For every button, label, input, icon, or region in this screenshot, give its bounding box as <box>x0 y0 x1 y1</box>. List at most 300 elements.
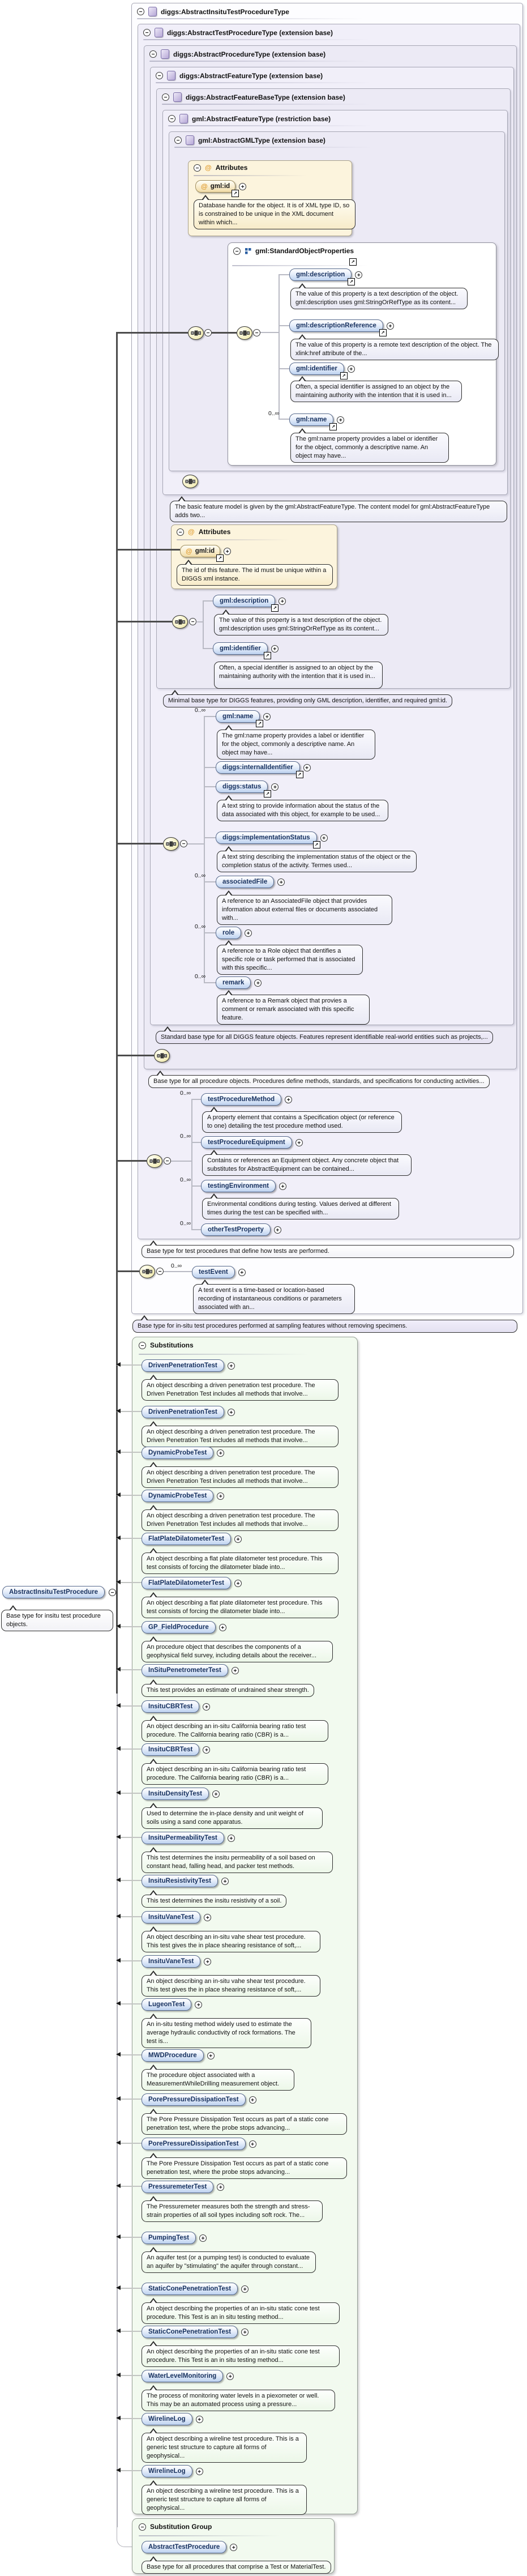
connector-line <box>117 2288 142 2289</box>
cardinality-label: 0..∞ <box>180 1133 191 1140</box>
sequence-icon <box>237 326 252 340</box>
expand-icon[interactable]: + <box>241 2328 248 2336</box>
element-pill[interactable]: gml:identifier ↗ <box>213 642 268 655</box>
expand-icon[interactable]: + <box>212 1790 220 1798</box>
element-pill[interactable]: FlatPlateDilatometerTest <box>142 1577 231 1589</box>
connector-line <box>117 1793 142 1794</box>
complex-type-icon <box>179 114 188 123</box>
tooltip: Base type for all procedures that comprise a Test or MaterialTest. <box>142 2561 331 2574</box>
substitution-group-item <box>142 2541 331 2574</box>
connector-line <box>117 2003 142 2004</box>
element-pill[interactable]: PumpingTest <box>142 2232 196 2244</box>
expand-icon[interactable]: + <box>279 598 286 605</box>
tooltip: Often, a special identifier is assigned to an object by the maintaining authority with the intention that it is used in... <box>214 662 383 689</box>
tooltip: An object describing a wireline test procedure. This is a generic test structure to capture all forms of geophysical... <box>142 2485 307 2515</box>
collapse-icon[interactable]: − <box>139 1342 146 1349</box>
connector-line <box>117 1626 142 1627</box>
element-pill[interactable]: DrivenPenetrationTest <box>142 1359 224 1372</box>
expand-icon[interactable]: + <box>204 1914 211 1921</box>
note-gml-abstract-feature-type: The basic feature model is given by the gml:AbstractFeatureType. The content model for gml:AbstractFeatureType adds two... <box>170 501 507 522</box>
connector-line <box>117 2331 142 2332</box>
group-title: gml:StandardObjectProperties <box>255 247 354 255</box>
sequence-icon <box>139 1265 155 1278</box>
connector-line <box>117 1452 142 1453</box>
cardinality-label: 0..∞ <box>268 410 280 417</box>
collapse-icon[interactable]: − <box>177 528 184 536</box>
goto-definition-icon[interactable]: ↗ <box>216 555 224 562</box>
element-pill[interactable]: testProcedureEquipment <box>201 1136 292 1149</box>
expand-icon[interactable]: + <box>277 878 285 886</box>
substitution-item <box>142 1621 333 1662</box>
connector-line <box>117 1748 142 1750</box>
tooltip: The procedure object associated with a MeasurementWhileDrilling measurement object. <box>142 2069 294 2091</box>
element-pill[interactable]: remark <box>216 976 251 989</box>
expand-icon[interactable]: + <box>245 929 252 937</box>
connector-line <box>117 1880 142 1881</box>
tooltip: An object describing a wireline test procedure. This is a generic test structure to capture all forms of geophysical... <box>142 2433 307 2463</box>
tooltip: The Pressuremeter measures both the strength and stress-strain properties of all soil types including soft rock. The... <box>142 2200 323 2222</box>
attributes-label: Attributes <box>198 528 231 536</box>
expand-icon[interactable]: + <box>238 1269 246 1276</box>
connector-line <box>117 2054 142 2055</box>
element-pill[interactable]: testingEnvironment <box>201 1180 276 1192</box>
element-pill[interactable]: InsituPermeabilityTest <box>142 1832 224 1844</box>
type-title: diggs:AbstractFeatureType (extension base) <box>179 71 323 80</box>
element-pill[interactable]: WirelineLog <box>142 2465 192 2477</box>
element-pill[interactable]: diggs:internalIdentifier ↗ <box>216 761 300 774</box>
element-pill[interactable]: associatedFile <box>216 876 274 888</box>
expand-icon[interactable]: + <box>239 183 246 190</box>
connector-line <box>117 2186 142 2187</box>
goto-definition-icon[interactable]: ↗ <box>232 190 239 197</box>
element-pill[interactable]: InSituPenetrometerTest <box>142 1664 228 1677</box>
tooltip: A reference to a Role object that dentifies a specific role or task performed that is associated with this specific... <box>217 945 363 975</box>
element-pill[interactable]: PorePressureDissipationTest <box>142 2093 246 2106</box>
substitution-item <box>142 2370 335 2411</box>
collapse-icon[interactable]: − <box>143 29 151 36</box>
element-pill[interactable]: InsituVaneTest <box>142 1911 200 1924</box>
substitution-item <box>142 1700 328 1742</box>
complex-type-icon <box>148 7 157 16</box>
connector-line <box>117 1582 142 1583</box>
expand-icon[interactable]: + <box>228 1362 235 1370</box>
substitution-item <box>142 2326 340 2367</box>
tooltip: A reference to an AssociatedFile object that provides information about external files or documents associated with... <box>217 895 392 925</box>
expand-icon[interactable]: + <box>232 1667 239 1674</box>
collapse-icon[interactable]: − <box>149 50 157 58</box>
model-group-icon <box>245 248 251 254</box>
expand-icon[interactable]: + <box>355 271 362 279</box>
substitution-item <box>142 1664 314 1697</box>
connector-line <box>117 1837 142 1838</box>
tooltip: Used to determine the in-place density and unit weight of soils using a sand cone apparatus. <box>142 1807 323 1829</box>
connector-line <box>117 2375 142 2376</box>
collapse-icon[interactable]: − <box>180 840 187 847</box>
expand-icon[interactable]: + <box>228 1835 235 1842</box>
attribute-gml-id <box>195 180 246 196</box>
collapse-icon[interactable]: − <box>204 329 212 336</box>
substitution-group-title: Substitution Group <box>150 2523 212 2531</box>
gml-id-attribute-pill[interactable]: @ gml:id ↗ <box>195 180 235 193</box>
header-procedure-type <box>149 49 325 59</box>
substitution-group-header <box>139 2523 212 2531</box>
tooltip: An object describing an in-situ California bearing ratio test procedure. The California bearing ratio (CBR) is a... <box>142 1763 328 1785</box>
expand-icon[interactable]: + <box>348 365 355 373</box>
expand-icon[interactable]: + <box>207 2052 215 2059</box>
substitution-item <box>142 2138 347 2179</box>
element-pill[interactable]: WaterLevelMonitoring <box>142 2370 223 2382</box>
expand-icon[interactable]: + <box>271 783 279 791</box>
collapse-icon[interactable]: − <box>233 248 241 255</box>
element-pill[interactable]: FlatPlateDilatometerTest <box>142 1533 231 1545</box>
expand-icon[interactable]: + <box>228 1409 235 1416</box>
sequence-icon <box>163 837 179 851</box>
cardinality-label: 0..∞ <box>171 1263 182 1269</box>
type-title: diggs:AbstractProcedureType (extension base) <box>173 50 326 58</box>
collapse-icon[interactable]: − <box>156 72 163 79</box>
connector-line <box>117 1669 142 1670</box>
tooltip: A text string describing the implementation status of the object or the completion status of the activity. Termes used... <box>217 851 417 872</box>
element-pill[interactable]: gml:name ↗ <box>216 710 260 723</box>
expand-icon[interactable]: + <box>263 713 271 720</box>
expand-icon[interactable]: + <box>203 1703 210 1711</box>
tooltip: An object describing a driven penetration test procedure. The Driven Penetration Test includes all methods that involve... <box>142 1466 339 1488</box>
substitution-item <box>142 1447 339 1488</box>
tooltip: An object describing a driven penetration test procedure. The Driven Penetration Test includes all methods that involve... <box>142 1426 339 1447</box>
expand-icon[interactable]: + <box>196 2416 203 2423</box>
connector-line <box>117 2099 142 2100</box>
expand-icon[interactable]: + <box>241 2285 248 2293</box>
sequence-icon <box>172 615 188 629</box>
element-pill[interactable]: InsituCBRTest <box>142 1700 199 1713</box>
element-pill[interactable]: StaticConePenetrationTest <box>142 2326 238 2338</box>
substitution-item <box>142 2181 323 2222</box>
tooltip: A test event is a time-based or location-based recording of instantaneous conditions or parameters associated with an... <box>193 1284 355 1314</box>
expand-icon[interactable]: + <box>249 2096 256 2104</box>
sequence-icon <box>188 326 204 340</box>
element-pill[interactable]: gml:identifier ↗ <box>289 362 344 375</box>
tooltip: A text string to provide information about the status of the data associated with this object, for example to be used... <box>217 800 388 821</box>
connector-line <box>117 2143 142 2144</box>
header-insitu-type <box>137 7 289 16</box>
collapse-icon[interactable]: − <box>137 8 144 15</box>
goto-definition-icon[interactable]: ↗ <box>313 841 320 848</box>
element-gml-descriptionReference <box>289 319 394 335</box>
tooltip: An object describing an in-situ vahe shear test procedure. This test gives the in place shearing resistance of soft,... <box>142 1931 320 1952</box>
expand-icon[interactable]: + <box>295 1139 303 1146</box>
goto-definition-icon[interactable]: ↗ <box>348 278 355 285</box>
substitution-item <box>142 1911 320 1952</box>
connector-line <box>117 1364 142 1366</box>
element-associated-file <box>195 872 285 888</box>
tooltip: A reference to a Remark object that provies a comment or remark associated with this specific feature. <box>217 995 370 1025</box>
expand-icon[interactable]: + <box>196 2468 203 2475</box>
tooltip-gml-id: The id of this feature. The id must be unique within a DIGGS xml instance. <box>177 564 333 586</box>
element-test-procedure-equipment <box>180 1133 303 1149</box>
tooltip: The Pore Pressure Dissipation Test occurs as part of a static cone penetration test, where the probe stops advancing... <box>142 2113 347 2135</box>
sequence-icon <box>154 1049 170 1063</box>
substitution-item <box>142 2232 316 2273</box>
collapse-icon[interactable]: − <box>109 1589 116 1596</box>
goto-definition-icon[interactable]: ↗ <box>329 423 337 430</box>
abstract-test-procedure-pill[interactable]: AbstractTestProcedure <box>142 2541 226 2553</box>
expand-icon[interactable]: + <box>219 1624 226 1631</box>
element-pill[interactable]: testProcedureMethod <box>201 1093 281 1106</box>
collapse-icon[interactable]: − <box>164 1157 171 1165</box>
cardinality-label: 0..∞ <box>195 973 206 980</box>
element-pill[interactable]: PorePressureDissipationTest <box>142 2138 246 2150</box>
sequence-icon <box>182 475 198 488</box>
substitution-item <box>142 1490 339 1531</box>
note-feature-type: Standard base type for all DIGGS feature objects. Features represent identifiable real-world entities such as projects,... <box>156 1031 493 1044</box>
element-pill[interactable]: DynamicProbeTest <box>142 1490 213 1502</box>
element-pill[interactable]: WirelineLog <box>142 2413 192 2425</box>
type-title: gml:AbstractGMLType (extension base) <box>198 136 325 144</box>
element-pill[interactable]: role <box>216 927 241 939</box>
tooltip: The value of this property is a text description of the object. gml:description uses gml:StringOrRefType as its content... <box>214 614 388 636</box>
connector-line <box>117 2418 142 2419</box>
element-pill[interactable]: gml:name ↗ <box>289 413 333 426</box>
expand-icon[interactable]: + <box>337 416 344 424</box>
goto-definition-icon[interactable]: ↗ <box>264 790 271 797</box>
attributes-header <box>177 528 230 536</box>
element-pill[interactable]: StaticConePenetrationTest <box>142 2283 238 2295</box>
element-role <box>195 923 252 939</box>
substitutions-title: Substitutions <box>150 1341 194 1349</box>
connector-line <box>117 2237 142 2238</box>
main-element <box>2 1586 116 1598</box>
abstract-insitu-test-procedure-pill[interactable]: AbstractInsituTestProcedure <box>2 1586 105 1598</box>
tooltip: The Pore Pressure Dissipation Test occurs as part of a static cone penetration test, where the probe stops advancing... <box>142 2157 347 2179</box>
element-pill[interactable]: PressuremeterTest <box>142 2181 213 2193</box>
expand-icon[interactable]: + <box>320 834 328 842</box>
substitution-item <box>142 1788 323 1829</box>
tooltip: The value of this property is a text description of the object. gml:description uses gml:StringOrRefType as its content... <box>290 288 468 309</box>
element-pill[interactable]: InsituCBRTest <box>142 1743 199 1756</box>
connector-line <box>117 1916 142 1917</box>
tooltip: Environmental conditions during testing. Values derived at different times during the test can be specified with... <box>202 1198 399 1219</box>
type-title: diggs:AbstractFeatureBaseType (extension base) <box>186 93 345 101</box>
gml-id-attribute-pill[interactable]: @ gml:id ↗ <box>180 545 220 557</box>
expand-icon[interactable]: + <box>279 1183 286 1190</box>
header-gml-feature-type <box>168 114 331 123</box>
substitution-item <box>142 1533 339 1574</box>
note-feature-base-type: Minimal base type for DIGGS features, providing only GML description, identifier, and required gml:id. <box>163 694 452 707</box>
element-pill[interactable]: InsituDensityTest <box>142 1788 209 1800</box>
complex-type-icon <box>155 28 163 37</box>
expand-icon[interactable]: + <box>204 1958 211 1965</box>
expand-icon[interactable]: + <box>217 1449 224 1457</box>
connector-line <box>117 2470 142 2471</box>
complex-type-icon <box>186 135 194 145</box>
collapse-icon[interactable]: − <box>253 329 260 336</box>
expand-icon[interactable]: + <box>221 1878 229 1885</box>
collapse-icon[interactable]: − <box>156 1268 164 1275</box>
tooltip: This test determines the insitu resistivity of a soil. <box>142 1895 286 1908</box>
goto-definition-icon[interactable]: ↗ <box>264 652 271 659</box>
tooltip-gml-id: Database handle for the object. It is of XML type ID, so is constrained to be unique in the XML document within which... <box>194 199 355 229</box>
element-gml-name <box>268 410 344 429</box>
header-gml-object-type <box>174 135 325 145</box>
substitution-item <box>142 2049 294 2091</box>
sequence-icon <box>147 1154 162 1168</box>
expand-icon[interactable]: + <box>249 2140 256 2148</box>
element-pill[interactable]: gml:description ↗ <box>289 268 352 281</box>
expand-icon[interactable]: + <box>230 2544 237 2551</box>
cardinality-label: 0..∞ <box>180 1176 191 1183</box>
element-pill[interactable]: InsituResistivityTest <box>142 1875 218 1887</box>
connector-line <box>117 1538 142 1539</box>
element-gml-name <box>195 707 271 726</box>
tooltip: Contains or references an Equipment object. Any concrete object that substitutes for AbstractEquipment can be contained... <box>202 1154 412 1176</box>
element-gml-description <box>213 595 286 611</box>
tooltip: The process of monitoring water levels in a piexometer or well. This may be an automated process using a pressure... <box>142 2390 335 2411</box>
attribute-gml-id <box>180 545 231 561</box>
cardinality-label: 0..∞ <box>195 872 206 879</box>
substitution-item <box>142 1955 320 1997</box>
tooltip: An object describing a driven penetration test procedure. The Driven Penetration Test includes all methods that involve... <box>142 1509 339 1531</box>
element-remark <box>195 973 262 989</box>
cardinality-label: 0..∞ <box>195 923 206 930</box>
tooltip: The value of this property is a remote text description of the object. The xlink:href attribute of the... <box>290 339 499 360</box>
tooltip: This test determines the insitu permeability of a soil based on constant head, falling head, and packer test methods. <box>142 1852 333 1873</box>
collapse-icon[interactable]: − <box>174 137 182 144</box>
element-status <box>216 781 279 796</box>
tooltip: An procedure object that describes the components of a geophysical field survey, including details about the receiver... <box>142 1641 333 1662</box>
tooltip: A property element that contains a Specification object (or reference to one) detailing the test procedure method used. <box>202 1111 402 1133</box>
substitution-item <box>142 1998 311 2048</box>
attribute-icon: @ <box>188 528 195 536</box>
tooltip: An object describing the properties of an in-situ static cone test procedure. This Test is an in situ testing method... <box>142 2345 340 2367</box>
connector-line <box>117 1705 142 1707</box>
collapse-icon[interactable]: − <box>189 618 196 625</box>
type-title: gml:AbstractFeatureType (restriction base) <box>192 114 331 123</box>
goto-definition-icon[interactable]: ↗ <box>349 258 357 266</box>
tooltip: An in-situ testing method widely used to estimate the average hydraulic conductivity of rock formations. The test is... <box>142 2018 311 2048</box>
expand-icon[interactable]: + <box>274 1226 281 1234</box>
element-pill[interactable]: InsituVaneTest <box>142 1955 200 1968</box>
expand-icon[interactable]: + <box>303 764 311 771</box>
element-pill[interactable]: GP_FieldProcedure <box>142 1621 216 1634</box>
element-pill[interactable]: DynamicProbeTest <box>142 1447 213 1459</box>
element-test-procedure-method <box>180 1090 292 1106</box>
collapse-icon[interactable]: − <box>162 93 169 101</box>
expand-icon[interactable]: + <box>234 1580 242 1587</box>
goto-definition-icon[interactable]: ↗ <box>296 771 303 778</box>
tooltip: An object describing an in-situ vahe shear test procedure. This test gives the in place shearing resistance of soft,... <box>142 1975 320 1997</box>
substitution-item <box>142 1832 333 1873</box>
collapse-icon[interactable]: − <box>168 115 175 122</box>
header-test-procedure-type <box>143 28 333 37</box>
substitution-item <box>142 2413 307 2463</box>
expand-icon[interactable]: + <box>271 645 279 652</box>
attribute-icon: @ <box>201 182 208 190</box>
element-pill[interactable]: MWDProcedure <box>142 2049 204 2062</box>
element-test-event <box>171 1263 246 1278</box>
expand-icon[interactable]: + <box>285 1096 292 1103</box>
expand-icon[interactable]: + <box>226 2373 234 2380</box>
tooltip: The gml:name property provides a label or identifier for the object, commonly a descriptive name. An object may have... <box>290 433 449 463</box>
tooltip: Often, a special identifier is assigned to an object by the maintaining authority with the intention that it is used in... <box>290 381 462 402</box>
note-test-procedure-type: Base type for test procedures that define how tests are performed. <box>142 1245 514 1258</box>
expand-icon[interactable]: + <box>203 1746 210 1754</box>
cardinality-label: 0..∞ <box>195 707 206 714</box>
element-internal-identifier <box>216 761 311 777</box>
element-testing-environment <box>180 1176 286 1192</box>
note-insitu-type: Base type for in-situ test procedures performed at sampling features without removing specimens. <box>132 1320 517 1333</box>
substitution-item <box>142 1875 286 1908</box>
substitution-item <box>142 1359 339 1401</box>
element-pill[interactable]: gml:description ↗ <box>213 595 275 607</box>
expand-icon[interactable]: + <box>387 322 394 330</box>
header-feature-base-type <box>162 92 345 102</box>
attribute-icon: @ <box>205 164 212 172</box>
element-pill[interactable]: otherTestProperty <box>201 1223 271 1236</box>
goto-definition-icon[interactable]: ↗ <box>379 329 387 336</box>
expand-icon[interactable]: + <box>217 2183 224 2191</box>
substitution-item <box>142 2093 347 2135</box>
collapse-icon[interactable]: − <box>139 2523 146 2531</box>
collapse-icon[interactable]: − <box>194 164 201 172</box>
substitution-item <box>142 2465 307 2515</box>
expand-icon[interactable]: + <box>254 979 262 987</box>
expand-icon[interactable]: + <box>195 2001 202 2008</box>
connector-line <box>117 1960 142 1961</box>
substitution-group-connector <box>117 1694 118 2527</box>
element-gml-description <box>289 268 362 284</box>
element-pill[interactable]: diggs:status ↗ <box>216 781 268 793</box>
substitution-item <box>142 1577 339 1618</box>
cardinality-label: 0..∞ <box>180 1220 191 1227</box>
tooltip-main-element: Base type for insitu test procedure objects. <box>1 1610 113 1631</box>
tooltip: An object describing the properties of an in-situ static cone test procedure. This Test is an in situ testing method... <box>142 2302 340 2324</box>
type-title: diggs:AbstractInsituTestProcedureType <box>161 7 289 16</box>
expand-icon[interactable]: + <box>199 2234 207 2242</box>
derivation-trunk-line <box>116 332 118 1694</box>
goto-definition-icon[interactable]: ↗ <box>256 720 263 727</box>
tooltip: The gml:name property provides a label or identifier for the object, commonly a descriptive name. An object may have... <box>217 730 375 760</box>
element-pill[interactable]: testEvent <box>192 1266 235 1278</box>
element-pill[interactable]: DrivenPenetrationTest <box>142 1406 224 1418</box>
goto-definition-icon[interactable]: ↗ <box>340 372 348 379</box>
note-procedure-type: Base type for all procedure objects. Procedures define methods, standards, and specifications for conducting activities... <box>148 1075 490 1088</box>
sop-header <box>233 247 354 255</box>
substitution-item <box>142 2283 340 2324</box>
element-pill[interactable]: LugeonTest <box>142 1998 191 2011</box>
tooltip: An object describing a flat plate dilatometer test procedure. This test consists of forcing the dilatometer blade into... <box>142 1597 339 1618</box>
attribute-icon: @ <box>186 547 192 555</box>
expand-icon[interactable]: + <box>224 548 231 555</box>
complex-type-icon <box>173 92 182 102</box>
cardinality-label: 0..∞ <box>180 1090 191 1097</box>
element-other-test-property <box>180 1220 281 1236</box>
tooltip: An object describing a driven penetration test procedure. The Driven Penetration Test includes all methods that involve... <box>142 1379 339 1401</box>
tooltip: An aquifer test (or a pumping test) is conducted to evaluate an aquifer by "stimulating" the aquifer through constant... <box>142 2251 316 2273</box>
connector-line <box>117 1411 142 1412</box>
type-title: diggs:AbstractTestProcedureType (extension base) <box>167 28 333 37</box>
goto-definition-icon[interactable]: ↗ <box>271 604 279 612</box>
attributes-header <box>194 164 247 172</box>
element-pill[interactable]: diggs:implementationStatus ↗ <box>216 831 317 844</box>
header-feature-type <box>156 71 323 80</box>
expand-icon[interactable]: + <box>234 1536 242 1543</box>
complex-type-icon <box>161 49 169 59</box>
expand-icon[interactable]: + <box>217 1492 224 1500</box>
element-gml-identifier <box>289 362 355 378</box>
element-gml-identifier <box>213 642 279 658</box>
attributes-label: Attributes <box>215 164 248 172</box>
element-pill[interactable]: gml:descriptionReference ↗ <box>289 319 383 332</box>
